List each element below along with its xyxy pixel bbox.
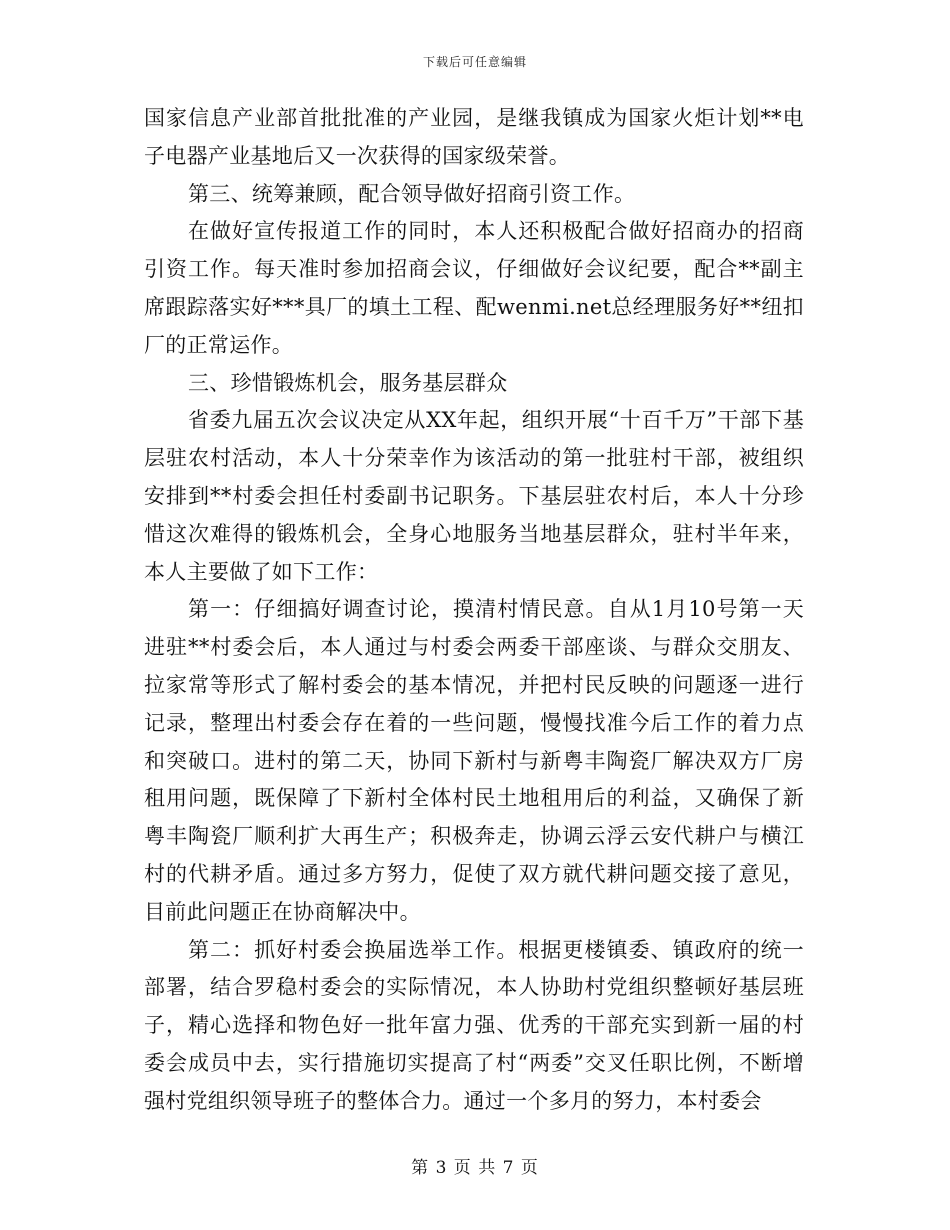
paragraph-village-activity: 省委九届五次会议决定从XX年起，组织开展“十百千万”干部下基层驻农村活动，本人十分荣幸作为该活动的第一批驻村干部，被组织安排到**村委会担任村委副书记职务。下基层驻农村后，本人十分珍惜这次难得的锻炼机会，全身心地服务当地基层群众，驻村半年来，本人主要做了如下工作： xyxy=(144,408,804,584)
footer-page-prefix: 第 xyxy=(411,1158,430,1178)
footer-page-middle: 页 共 xyxy=(453,1158,497,1178)
paragraph-continuation: 国家信息产业部首批批准的产业园，是继我镇成为国家火炬计划**电子电器产业基地后又一次获得的国家级荣誉。 xyxy=(144,106,804,168)
footer-page-suffix: 页 xyxy=(520,1158,539,1178)
paragraph-investment-work: 在做好宣传报道工作的同时，本人还积极配合做好招商办的招商引资工作。每天准时参加招商会议，仔细做好会议纪要，配合**副主席跟踪落实好***具厂的填土工程、配wenmi.net总经理服务好**纽扣厂的正常运作。 xyxy=(144,219,804,357)
document-body xyxy=(144,100,804,1121)
paragraph-section-heading: 三、珍惜锻炼机会，服务基层群众 xyxy=(188,370,508,395)
header-note: 下载后可任意编辑 xyxy=(422,55,527,69)
paragraph-first-item: 第一：仔细搞好调查讨论，摸清村情民意。自从1月10号第一天进驻**村委会后，本人通过与村委会两委干部座谈、与群众交朋友、拉家常等形式了解村委会的基本情况，并把村民反映的问题逐一进行记录，整理出村委会存在着的一些问题，慢慢找准今后工作的着力点和突破口。进村的第二天，协同下新村与新粤丰陶瓷厂解决双方厂房租用问题，既保障了下新村全体村民土地租用后的利益，又确保了新粤丰陶瓷厂顺利扩大再生产；积极奔走，协调云浮云安代耕户与横江村的代耕矛盾。通过多方努力，促使了双方就代耕问题交接了意见，目前此问题正在协商解决中。 xyxy=(144,597,804,924)
page-footer xyxy=(0,1153,950,1178)
footer-page-number: 3 xyxy=(435,1158,448,1178)
paragraph-subheading-third: 第三、统筹兼顾，配合领导做好招商引资工作。 xyxy=(188,181,636,206)
footer-page-total: 7 xyxy=(502,1158,515,1178)
paragraph-second-item: 第二：抓好村委会换届选举工作。根据更楼镇委、镇政府的统一部署，结合罗稳村委会的实际情况，本人协助村党组织整顿好基层班子，精心选择和物色好一批年富力强、优秀的干部充实到新一届的村委会成员中去，实行措施切实提高了村“两委”交叉任职比例，不断增强村党组织领导班子的整体合力。通过一个多月的努力，本村委会 xyxy=(144,937,804,1113)
